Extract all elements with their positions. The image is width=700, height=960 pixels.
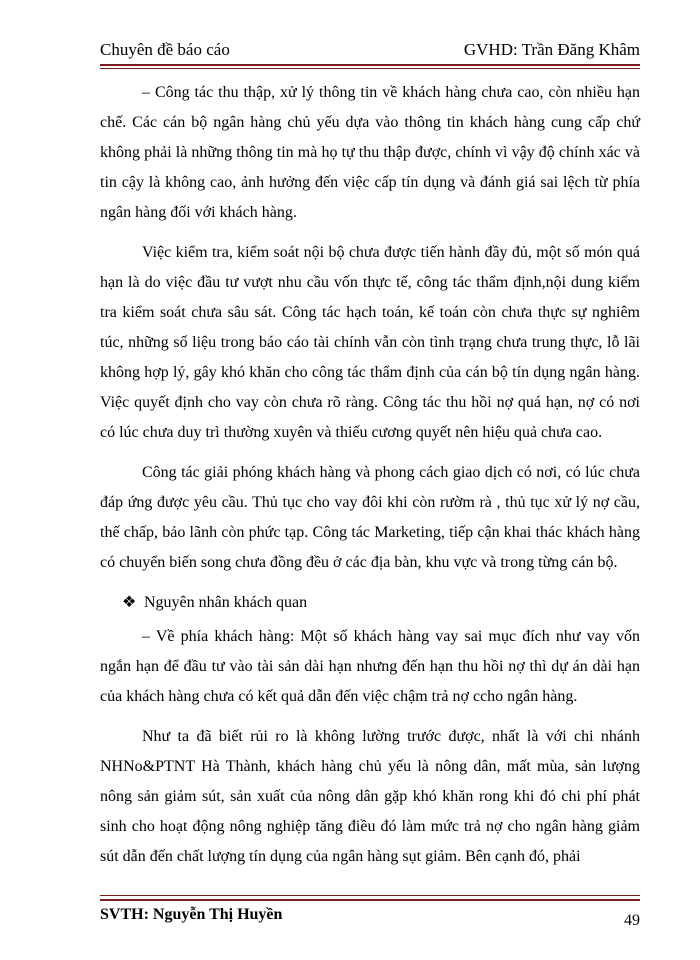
bullet-heading-objective-causes (100, 588, 640, 618)
footer-student-name: SVTH: Nguyễn Thị Huyền (100, 906, 283, 923)
footer-rule-thin (100, 895, 640, 896)
header-rule-thin (100, 68, 640, 69)
paragraph-internal-control: Việc kiểm tra, kiểm soát nội bộ chưa được tiến hành đầy đủ, một số món quá hạn là do việc đầu tư vượt nhu cầu vốn thực tế, công tác thẩm định,nội dung kiểm tra kiểm soát chưa sâu sát. Công tác hạch toán, kế toán còn chưa thực sự nghiêm túc, những số liệu trong báo cáo tài chính vẫn còn tình trạng chưa trung thực, lỗ lãi không hợp lý, gây khó khăn cho công tác thẩm định của cán bộ tín dụng ngân hàng. Việc quyết định cho vay còn chưa rõ ràng. Công tác thu hồi nợ quá hạn, nợ có nơi có lúc chưa duy trì thường xuyên và thiếu cương quyết nên hiệu quả chưa cao. (100, 244, 640, 441)
page-number: 49 (624, 912, 640, 929)
footer-rule-thick (100, 899, 640, 901)
paragraph-information-collection: – Công tác thu thập, xử lý thông tin về khách hàng chưa cao, còn nhiều hạn chế. Các cán bộ ngân hàng chủ yếu dựa vào thông tin khách hàng cung cấp chứ không phải là những thông tin mà họ tự thu thập được, chính vì vậy độ chính xác và tin cậy là không cao, ảnh hưởng đến việc cấp tín dụng và đánh giá sai lệch từ phía ngân hàng đối với khách hàng. (100, 84, 640, 221)
header-rule-thick (100, 64, 640, 66)
header-supervisor: GVHD: Trần Đăng Khâm (463, 40, 640, 59)
paragraph-customer-service: Công tác giải phóng khách hàng và phong cách giao dịch có nơi, có lúc chưa đáp ứng được yêu cầu. Thủ tục cho vay đôi khi còn rườm rà , thủ tục xử lý nợ cầu, thế chấp, bảo lãnh còn phức tạp. Công tác Marketing, tiếp cận khai thác khách hàng có chuyển biến song chưa đồng đều ở các địa bàn, khu vực và trong từng cán bộ. (100, 464, 640, 571)
diamond-bullet-icon: ❖ (122, 594, 137, 611)
paragraph-customer-side: – Về phía khách hàng: Một số khách hàng vay sai mục đích như vay vốn ngắn hạn để đầu tư vào tài sản dài hạn nhưng đến hạn thu hồi nợ thì dự án dài hạn của khách hàng chưa có kết quả dẫn đến việc chậm trả nợ ccho ngân hàng. (100, 628, 640, 705)
bullet-heading-text: Nguyên nhân khách quan (144, 594, 308, 611)
header-report-title: Chuyên đề báo cáo (100, 40, 230, 59)
paragraph-risk: Như ta đã biết rủi ro là không lường trước được, nhất là với chi nhánh NHNo&PTNT Hà Thành, khách hàng chủ yếu là nông dân, mất mùa, sản lượng nông sản giảm sút, sản xuất của nông dân gặp khó khăn rong khi đó chi phí phát sinh cho hoạt động nông nghiệp tăng điều đó làm mức trả nợ cho ngân hàng giảm sút dẫn đến chất lượng tín dụng của ngân hàng sụt giảm. Bên cạnh đó, phải (100, 728, 640, 865)
page-header (100, 40, 640, 66)
page-body (100, 78, 640, 882)
